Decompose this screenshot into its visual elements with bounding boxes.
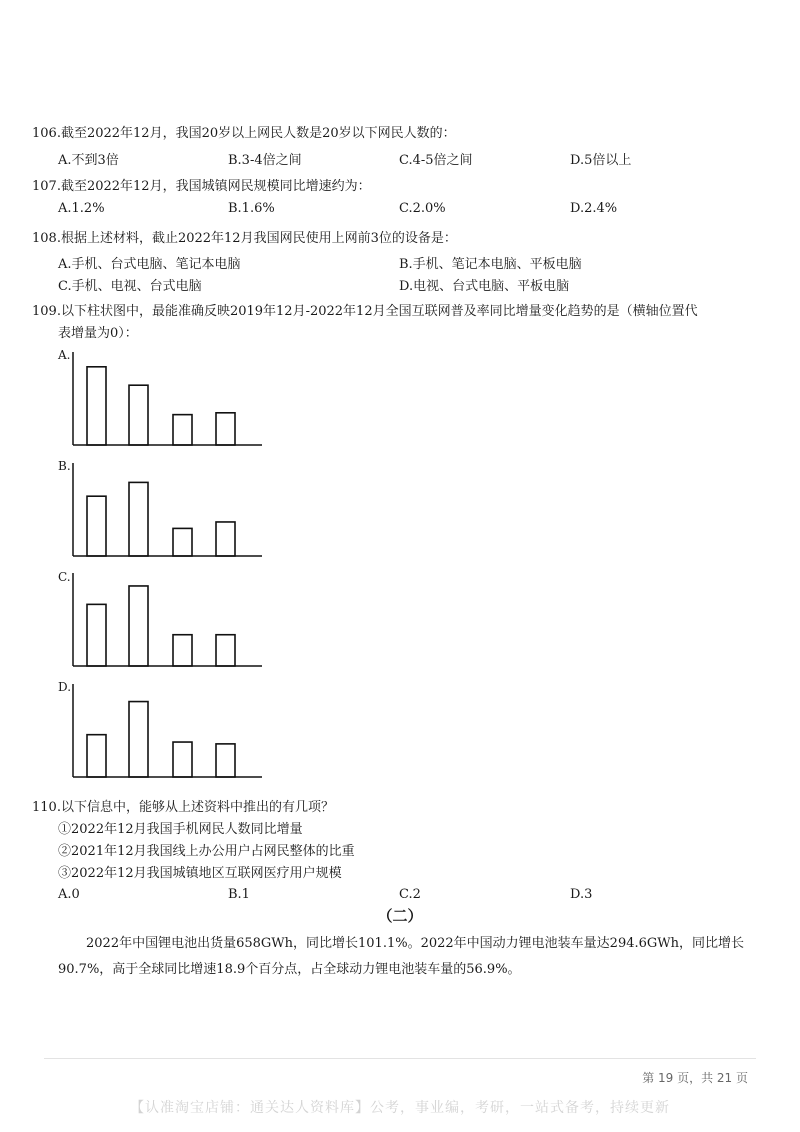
page-number: 第 19 页，共 21 页	[642, 1071, 748, 1085]
chart-b-bar-2	[129, 482, 148, 556]
chart-b-bar-1	[87, 496, 106, 556]
chart-c-bar-4	[216, 635, 235, 666]
q108-option-c[interactable]: C.手机、电视、台式电脑	[58, 279, 202, 294]
question-107-stem: 107.截至2022年12月，我国城镇网民规模同比增速约为：	[32, 179, 371, 194]
chart-c-bar-3	[173, 635, 192, 666]
q107-option-a[interactable]: A.1.2%	[58, 201, 105, 216]
q107-option-d[interactable]: D.2.4%	[570, 201, 618, 216]
section-title: （二）	[377, 907, 423, 925]
chart-c[interactable]	[72, 573, 262, 668]
chart-d-bar-2	[129, 702, 148, 777]
material-paragraph: 2022年中国锂电池出货量658GWh，同比增长101.1%。2022年中国动力锂电池装车量达294.6GWh，同比增长90.7%，高于全球同比增速18.9个百分点，占全球动力锂电池装车量的56.9%。	[58, 936, 745, 977]
q110-option-d[interactable]: D.3	[570, 887, 593, 902]
q106-option-c[interactable]: C.4-5倍之间	[399, 153, 473, 168]
chart-d-label[interactable]: D.	[58, 680, 72, 694]
q110-option-c[interactable]: C.2	[399, 887, 421, 902]
chart-c-bar-2	[129, 586, 148, 666]
chart-d[interactable]	[72, 684, 262, 779]
q108-option-a[interactable]: A.手机、台式电脑、笔记本电脑	[58, 257, 241, 272]
chart-b-label[interactable]: B.	[58, 459, 71, 473]
chart-b-bar-4	[216, 522, 235, 556]
q110-option-a[interactable]: A.0	[58, 887, 80, 902]
q110-option-b[interactable]: B.1	[228, 887, 250, 902]
chart-d-bar-3	[173, 742, 192, 777]
q106-option-d[interactable]: D.5倍以上	[570, 153, 632, 168]
chart-c-bar-1	[87, 604, 106, 666]
chart-c-label[interactable]: C.	[58, 570, 71, 584]
question-109-stem-line2: 表增量为0）：	[58, 326, 138, 341]
question-110-stem: 110.以下信息中，能够从上述资料中推出的有几项？	[32, 800, 334, 815]
chart-d-bar-1	[87, 735, 106, 777]
chart-b-bar-3	[173, 528, 192, 556]
q107-option-b[interactable]: B.1.6%	[228, 201, 275, 216]
chart-a-label[interactable]: A.	[58, 348, 71, 362]
chart-a-bar-3	[173, 415, 192, 445]
q110-item-2: ②2021年12月我国线上办公用户占网民整体的比重	[58, 844, 355, 859]
question-106-stem: 106.截至2022年12月，我国20岁以上网民人数是20岁以下网民人数的：	[32, 126, 456, 141]
q106-option-b[interactable]: B.3-4倍之间	[228, 153, 302, 168]
footer-watermark: 【认准淘宝店铺：通关达人资料库】公考，事业编，考研，一站式备考，持续更新	[130, 1100, 670, 1116]
chart-a-bar-2	[129, 385, 148, 445]
q106-option-a[interactable]: A.不到3倍	[58, 153, 119, 168]
chart-a-bar-4	[216, 413, 235, 445]
chart-a[interactable]	[72, 352, 262, 447]
q108-option-d[interactable]: D.电视、台式电脑、平板电脑	[399, 279, 570, 294]
q107-option-c[interactable]: C.2.0%	[399, 201, 446, 216]
chart-d-bar-4	[216, 744, 235, 777]
chart-a-bar-1	[87, 367, 106, 445]
q108-option-b[interactable]: B.手机、笔记本电脑、平板电脑	[399, 257, 582, 272]
q110-item-3: ③2022年12月我国城镇地区互联网医疗用户规模	[58, 866, 342, 881]
question-108-stem: 108.根据上述材料，截止2022年12月我国网民使用上网前3位的设备是：	[32, 231, 457, 246]
q110-item-1: ①2022年12月我国手机网民人数同比增量	[58, 822, 303, 837]
footer-divider	[44, 1058, 756, 1059]
chart-b[interactable]	[72, 463, 262, 558]
question-109-stem-line1: 109.以下柱状图中，最能准确反映2019年12月-2022年12月全国互联网普及率同比增量变化趋势的是（横轴位置代	[32, 304, 698, 319]
